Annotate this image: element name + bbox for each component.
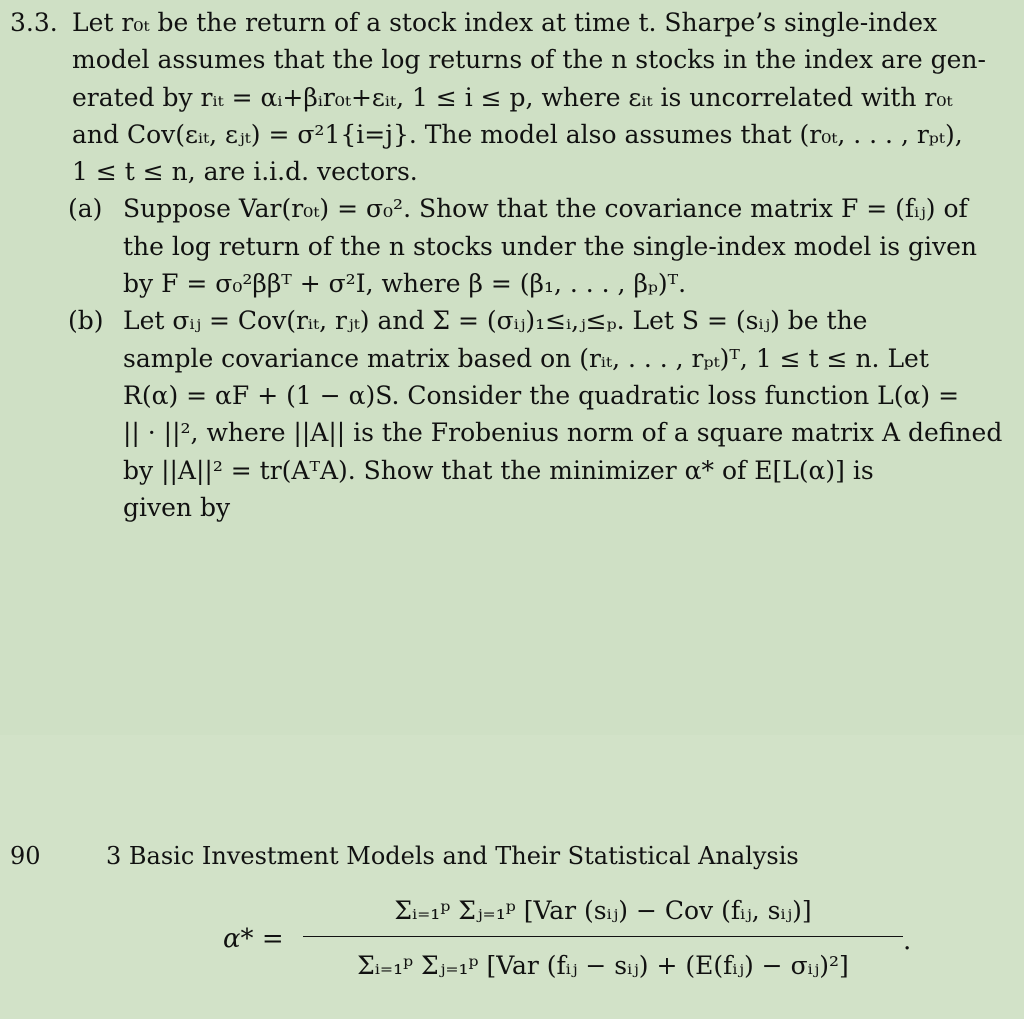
- problem-line: 1 ≤ t ≤ n, are i.i.d. vectors.: [72, 157, 418, 187]
- problem-line: and Cov(εᵢₜ, εⱼₜ) = σ²1{i=j}. The model also assumes that (r₀ₜ, . . . , rₚₜ),: [72, 119, 963, 149]
- part-b-line: sample covariance matrix based on (rᵢₜ, . . . , rₚₜ)ᵀ, 1 ≤ t ≤ n. Let: [123, 343, 929, 373]
- running-head: 3 Basic Investment Models and Their Statistical Analysis: [106, 842, 799, 870]
- fraction-bar: [303, 936, 903, 937]
- part-a: [68, 190, 1005, 302]
- part-b-label: (b): [68, 306, 104, 336]
- problem-text: [72, 4, 1005, 190]
- part-a-line: the log return of the n stocks under the single-index model is given: [123, 231, 978, 261]
- part-b-line: given by: [123, 492, 231, 522]
- problem-number: 3.3.: [10, 8, 58, 37]
- problem-line: model assumes that the log returns of the n stocks in the index are gen-: [72, 45, 986, 75]
- page-number: 90: [10, 842, 41, 870]
- problem-line: erated by rᵢₜ = αᵢ+βᵢr₀ₜ+εᵢₜ, 1 ≤ i ≤ p, where εᵢₜ is uncorrelated with r₀ₜ: [72, 82, 953, 112]
- part-a-label: (a): [68, 194, 103, 224]
- alpha-star-formula: [223, 888, 923, 998]
- formula-fraction: [303, 888, 903, 991]
- part-a-line: Suppose Var(r₀ₜ) = σ₀². Show that the covariance matrix F = (fᵢⱼ) of: [123, 194, 968, 224]
- part-b-line: by ||A||² = tr(AᵀA). Show that the minimizer α* of E[L(α)] is: [123, 455, 874, 485]
- part-b-text: [123, 302, 1005, 526]
- problem-3-3: [10, 4, 1005, 526]
- part-b-line: R(α) = αF + (1 − α)S. Consider the quadratic loss function L(α) =: [123, 380, 960, 410]
- formula-period: .: [903, 926, 912, 956]
- part-b-line: || · ||², where ||A|| is the Frobenius norm of a square matrix A defined: [123, 418, 1003, 448]
- formula-numerator: Σᵢ₌₁ᵖ Σⱼ₌₁ᵖ [Var (sᵢⱼ) − Cov (fᵢⱼ, sᵢⱼ)]: [394, 896, 812, 925]
- problem-line: Let r₀ₜ be the return of a stock index at time t. Sharpe’s single-index: [72, 8, 938, 37]
- part-a-text: [123, 190, 1005, 302]
- part-b: [68, 302, 1005, 526]
- formula-lhs: α* =: [223, 924, 284, 954]
- part-b-line: Let σᵢⱼ = Cov(rᵢₜ, rⱼₜ) and Σ = (σᵢⱼ)₁≤ᵢ,ⱼ≤ₚ. Let S = (sᵢⱼ) be the: [123, 306, 868, 336]
- part-a-line: by F = σ₀²ββᵀ + σ²I, where β = (β₁, . . . , βₚ)ᵀ.: [123, 269, 687, 299]
- formula-denominator: Σᵢ₌₁ᵖ Σⱼ₌₁ᵖ [Var (fᵢⱼ − sᵢⱼ) + (E(fᵢⱼ) − σᵢⱼ)²]: [357, 951, 849, 980]
- problem-intro: [10, 4, 1005, 190]
